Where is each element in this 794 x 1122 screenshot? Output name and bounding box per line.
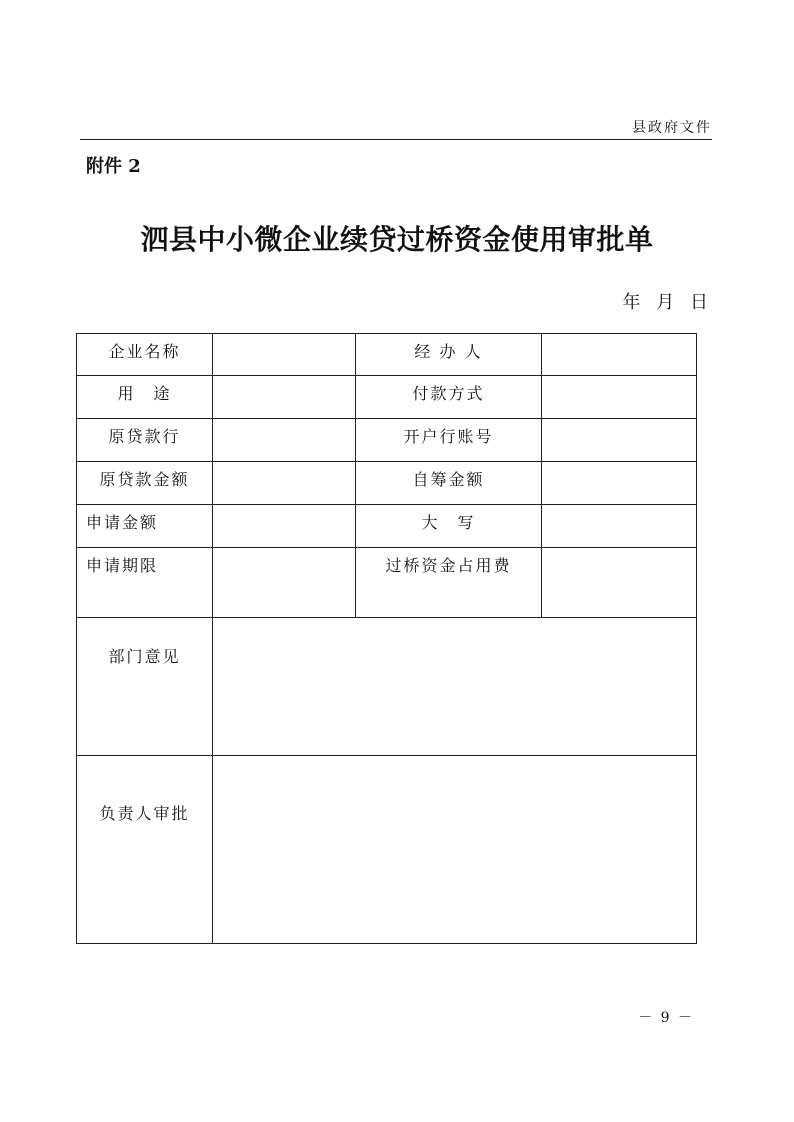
handler-label: 经 办 人 (356, 334, 542, 376)
form-row (77, 505, 697, 548)
applied-term-value (213, 548, 356, 618)
amount-in-words-label: 大 写 (356, 505, 542, 548)
department-opinion-label: 部门意见 (108, 647, 181, 666)
header-org-name: 县政府文件 (632, 120, 712, 136)
payment-method-label: 付款方式 (356, 376, 542, 419)
purpose-label: 用 途 (77, 376, 213, 419)
original-loan-amount-value (213, 462, 356, 505)
department-opinion-value (213, 618, 697, 756)
form-row (77, 756, 697, 944)
payment-method-value (542, 376, 697, 419)
original-loan-amount-label: 原贷款金额 (77, 462, 213, 505)
approval-form-table (76, 333, 697, 944)
bridge-fee-value (542, 548, 697, 618)
bridge-fee-label: 过桥资金占用费 (356, 548, 542, 618)
applied-term-label: 申请期限 (77, 548, 213, 618)
self-raised-amount-label: 自筹金额 (356, 462, 542, 505)
form-row (77, 618, 697, 756)
date-line: 年 月 日 (622, 292, 708, 313)
principal-approval-label: 负责人审批 (99, 804, 190, 823)
page-number: － 9 － (638, 1010, 694, 1026)
account-bank-label: 开户行账号 (356, 419, 542, 462)
attachment-label: 附件 2 (86, 156, 141, 177)
form-row (77, 462, 697, 505)
document-title: 泗县中小微企业续贷过桥资金使用审批单 (140, 223, 654, 256)
original-bank-label: 原贷款行 (77, 419, 213, 462)
applied-amount-value (213, 505, 356, 548)
applied-amount-label: 申请金额 (77, 505, 213, 548)
principal-approval-value (213, 756, 697, 944)
company-name-label: 企业名称 (77, 334, 213, 376)
handler-value (542, 334, 697, 376)
form-row (77, 376, 697, 419)
amount-in-words-value (542, 505, 697, 548)
form-row (77, 548, 697, 618)
form-row (77, 334, 697, 376)
company-name-value (213, 334, 356, 376)
purpose-value (213, 376, 356, 419)
original-bank-value (213, 419, 356, 462)
form-row (77, 419, 697, 462)
principal-approval-cell (77, 756, 213, 944)
account-bank-value (542, 419, 697, 462)
department-opinion-cell (77, 618, 213, 756)
self-raised-amount-value (542, 462, 697, 505)
header-divider (80, 139, 712, 140)
